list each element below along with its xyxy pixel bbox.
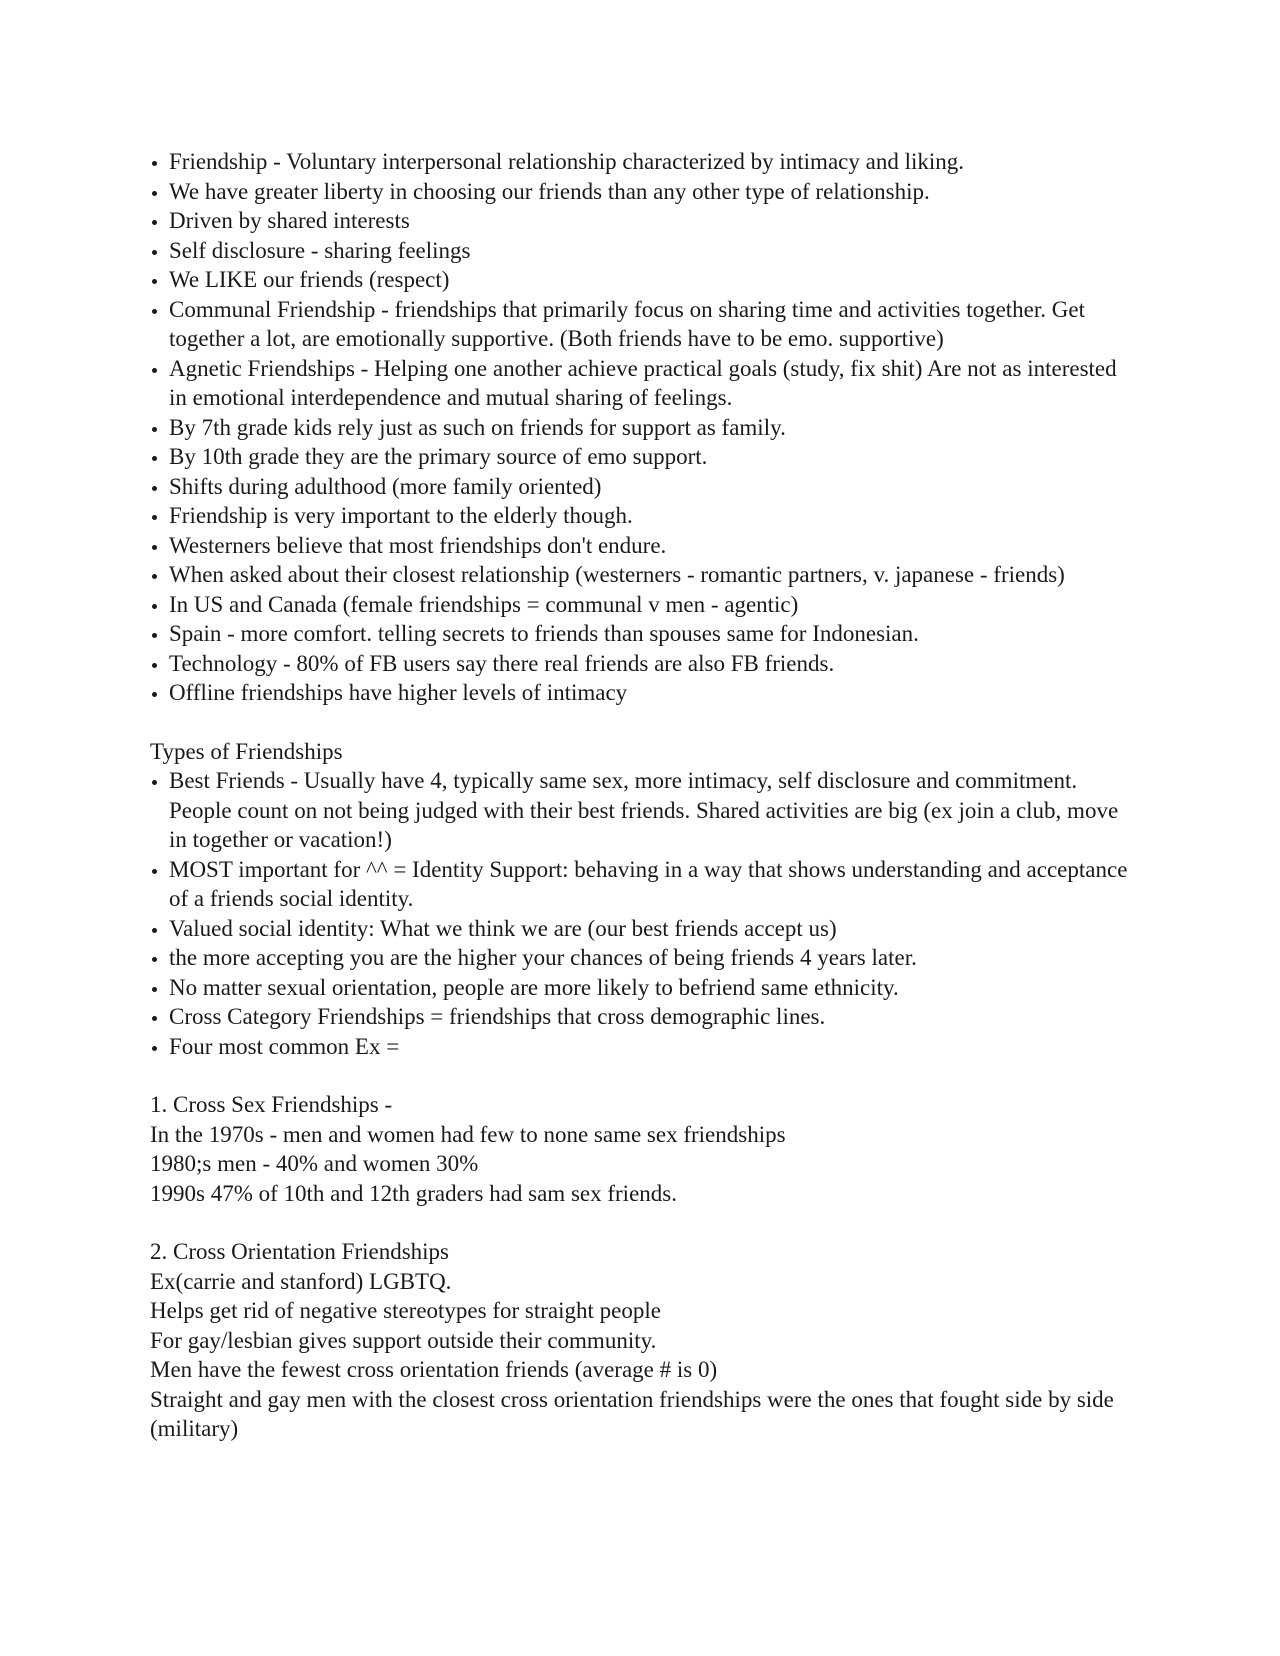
list-item: We LIKE our friends (respect) [150, 265, 1130, 295]
list-item: Communal Friendship - friendships that primarily focus on sharing time and activities together. Get together a lot, are emotionally supportive. (Both friends have to be emo. supportive) [150, 295, 1130, 354]
list-item: the more accepting you are the higher your chances of being friends 4 years later. [150, 943, 1130, 973]
list-item: In US and Canada (female friendships = communal v men - agentic) [150, 590, 1130, 620]
text-line: 1980;s men - 40% and women 30% [150, 1151, 479, 1176]
section-heading-types: Types of Friendships [150, 738, 343, 764]
list-item: Driven by shared interests [150, 206, 1130, 236]
spacer [150, 1208, 1130, 1237]
cross-sex-section [150, 1090, 1130, 1208]
list-item: Self disclosure - sharing feelings [150, 236, 1130, 266]
list-item: Spain - more comfort. telling secrets to friends than spouses same for Indonesian. [150, 619, 1130, 649]
text-line: Straight and gay men with the closest cross orientation friendships were the ones that fought side by side (military) [150, 1386, 1114, 1441]
list-item: By 10th grade they are the primary source of emo support. [150, 442, 1130, 472]
list-item: Friendship - Voluntary interpersonal relationship characterized by intimacy and liking. [150, 147, 1130, 177]
list-item: Cross Category Friendships = friendships that cross demographic lines. [150, 1002, 1130, 1032]
text-line: Helps get rid of negative stereotypes for straight people [150, 1298, 661, 1323]
list-item: Best Friends - Usually have 4, typically same sex, more intimacy, self disclosure and commitment. People count on not being judged with their best friends. Shared activities are big (ex join a club, move in together or vacation!) [150, 766, 1130, 855]
list-item: By 7th grade kids rely just as such on friends for support as family. [150, 413, 1130, 443]
section-heading-cross-sex: 1. Cross Sex Friendships - [150, 1092, 393, 1117]
cross-orientation-section [150, 1237, 1130, 1444]
section-heading-cross-orientation: 2. Cross Orientation Friendships [150, 1239, 449, 1264]
list-item: No matter sexual orientation, people are more likely to befriend same ethnicity. [150, 973, 1130, 1003]
list-item: We have greater liberty in choosing our friends than any other type of relationship. [150, 177, 1130, 207]
list-item: Shifts during adulthood (more family oriented) [150, 472, 1130, 502]
list-item: Offline friendships have higher levels of intimacy [150, 678, 1130, 708]
list-item: Westerners believe that most friendships don't endure. [150, 531, 1130, 561]
text-line: In the 1970s - men and women had few to none same sex friendships [150, 1121, 786, 1147]
text-line: Ex(carrie and stanford) LGBTQ. [150, 1268, 452, 1294]
spacer [150, 1061, 1130, 1090]
list-item: Agnetic Friendships - Helping one another achieve practical goals (study, fix shit) Are not as interested in emotional interdependence and mutual sharing of feelings. [150, 354, 1130, 413]
text-line: 1990s 47% of 10th and 12th graders had sam sex friends. [150, 1180, 677, 1206]
intro-bullet-list [150, 147, 1130, 708]
text-line: Men have the fewest cross orientation friends (average # is 0) [150, 1357, 718, 1382]
list-item: MOST important for ^^ = Identity Support: behaving in a way that shows understanding and acceptance of a friends social identity. [150, 855, 1130, 914]
list-item: Valued social identity: What we think we are (our best friends accept us) [150, 914, 1130, 944]
list-item: Technology - 80% of FB users say there real friends are also FB friends. [150, 649, 1130, 679]
list-item: Friendship is very important to the elderly though. [150, 501, 1130, 531]
text-line: For gay/lesbian gives support outside their community. [150, 1327, 657, 1353]
list-item: When asked about their closest relationship (westerners - romantic partners, v. japanese - friends) [150, 560, 1130, 590]
types-bullet-list [150, 766, 1130, 1061]
list-item: Four most common Ex = [150, 1032, 1130, 1062]
document-page [150, 147, 1130, 1444]
spacer [150, 708, 1130, 737]
